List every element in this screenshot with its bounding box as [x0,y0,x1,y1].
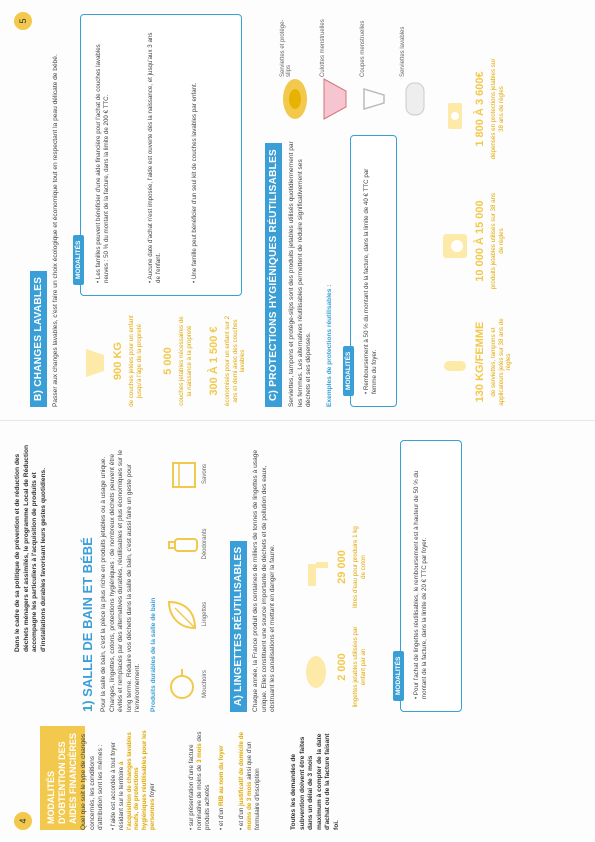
section-1-ideas-label: Produits durables de la salle de bain [150,597,157,712]
bottle-icon [165,528,204,562]
page-number-right: 5 [14,12,32,30]
aid-bullet-4-strong: justificatif de domicile de moins de 3 mois [238,732,253,830]
product-label-1: Serviettes et protège-slips [280,19,292,77]
wipes-modalities-text: • Pour l'achat de lingettes réutilisables, le remboursement est à hauteur de 50 % du montant de la facture, dans la limite de 20 € TTC par foyer. [413,470,428,699]
hygiene-modalities-text-content: Remboursement à 50 % du montant de la facture, dans la limite de 40 € TTC par femme du foyer. [363,168,378,394]
wipes-modalities-card [395,440,462,712]
left-page [0,420,595,842]
reusable-examples-label: Exemples de protections réutilisables : [326,284,333,407]
subsection-a-title: A) LINGETTES RÉUTILISABLES [230,541,247,712]
page-number-left: 4 [14,812,32,830]
aid-bullet-2: • sur présentation d'une facture nominative de moins de 3 mois des produits achetés [188,731,211,830]
aid-bullet-3-text: et d'un [218,807,225,827]
aid-bullet-3: • et d'un RIB au nom du foyer [218,745,225,830]
aid-bullet-1: • l'aide est accordée à tout foyer résidant sur le territoire à l'acquisition de changes lavables neufs, de protections hygiéniques réutilisables pour les personnes foyer [110,730,156,830]
box-icon [165,458,204,492]
money-icon [440,101,475,131]
diaper-icon [80,345,113,381]
diaper-modalities-bullet-3: • Une famille peut bénéficier d'un seul kit de couches lavables par enfant. [191,82,198,283]
underwear-icon [320,77,355,121]
wipes-modalities-tag: MODALITÉS [393,651,404,701]
diaper-modalities-bullet-3-text: Une famille peut bénéficier d'un seul kit de couches lavables par enfant. [191,82,198,280]
diaper-count-number: 5 000 [162,347,174,375]
diaper-weight-number: 900 KG [112,342,124,380]
subsection-a-text: Chaque année, la France produit des centaines de milliers de tonnes de lingettes à usage unique. Elles constituent une source importante de déchets et de pollution des eaux, obstruant les canalisations et mettant en danger la faune. [252,449,277,712]
cotton-icon [300,652,337,692]
subsection-c-title: C) PROTECTIONS HYGIÉNIQUES RÉUTILISABLES [265,143,282,407]
water-stat-number: 29 000 [336,550,348,584]
financial-aid-intro: Quel que soit le type de changes concernés, les conditions d'attribution sont les mêmes : [80,733,105,830]
pad-icon [280,77,315,121]
idea-label-1: Mouchoirs [202,670,208,698]
diaper-modalities-bullet-1: • Les familles peuvent bénéficier d'une aide financière pour l'achat de couches lavables neuves : 50 % du montant de la facture, dans la limite de 200 € TTC. [95,44,110,283]
waste-per-woman-number: 130 KG/FEMME [474,321,486,403]
product-label-3: Coupes menstruelles [360,20,366,77]
hygiene-modalities-text: • Remboursement à 50 % du montant de la facture, dans la limite de 40 € TTC par femme du foyer. [363,168,378,394]
aid-bullet-2-text: sur présentation d'une facture nominative de moins de [188,744,203,830]
diaper-count-text: couches jetables nécessaires de la naissance à la propreté [178,316,193,406]
cost-text: dépensés en protections jetables sur 38 ans de règles [490,58,505,160]
wipes-stat-number: 2 000 [336,653,348,681]
diaper-modalities-bullet-1-text: Les familles peuvent bénéficier d'une aide financière pour l'achat de couches lavables neuves : 50 % du montant de la facture, dans la limite de 200 € TTC. [95,44,110,283]
aid-bullet-3-strong: RIB au nom du foyer [218,745,225,806]
intro-heading: Dans le cadre de sa politique de prévention et de réduction des déchets ménagers et assimilés, le programme Local de Réduction accompagne les particuliers à l'acquisition de produits et d'installations durables favorisant leurs gestes quotidiens. [14,444,47,652]
financial-aid-title: MODALITÉS D'OBTENTION DES AIDES FINANCIÈRES [40,726,85,830]
subsection-c-text: Serviettes, tampons et protège-slips sont des produits jetables utilisés quotidiennement par les femmes. Les alternatives réutilisables permettent de réduire significativement ses déchets et ses dépenses. [288,141,313,407]
aid-deadline-note: Toutes les demandes de subvention doivent être faites dans un délai de 3 mois maximum à compter de la date d'achat ou de la facture faisant foi. [290,733,340,830]
diaper-savings-number: 300 À 1 500 € [208,326,220,396]
tampon-icon [440,351,475,381]
diaper-weight-text: de couches jetées pour un enfant jusqu'à l'âge de la propreté [128,315,143,407]
aid-bullet-4: • et d'un justificatif de domicile de moins de 3 mois ainsi que d'un formulaire d'inscription [238,732,261,830]
idea-label-2: Lingettes [202,601,208,627]
products-used-number: 10 000 À 15 000 [474,200,486,282]
diaper-modalities-tag: MODALITÉS [73,235,84,285]
water-stat-text: litres d'eau pour produire 1 kg de coton [352,526,367,608]
product-label-4: Serviettes lavables [400,26,406,77]
diaper-modalities-bullet-2-text: Aucune date d'achat n'est imposée, l'aide est ouverte dès la naissance, et jusqu'aux 3 ans de l'enfant. [147,32,162,283]
section-1-text: Pour la salle de bain, c'est la pièce la plus riche en produits jetables ou à usage unique. Changes, lingettes, cotons, protections hygiéniques : de nombreux déchets peuvent être évités et remplacés par des alternatives durables, réutilisables et plus économiques sur le long terme. Réduire vos déchets dans la salle de bain, c'est aussi faire un geste pour l'environnement. [100,449,142,712]
waste-per-woman-text: de serviettes, tampons et applicateurs jetés sur 38 ans de règles [490,318,513,406]
section-1-title: 1) SALLE DE BAIN ET BÉBÉ [80,537,95,712]
aid-bullet-2-tail: des produits achetés [195,731,211,830]
idea-label-4: Savons [202,464,208,485]
subsection-b-text: Passer aux changes lavables, c'est faire un choix écologique et économique tout en respectant la peau délicate de bébé. [52,54,59,407]
pan-icon [165,668,204,702]
diaper-savings-text: économisés pour un enfant sur 2 ans et demi avec des couches lavables [224,315,247,407]
idea-label-3: Déodorants [202,528,208,560]
hygiene-modalities-tag: MODALITÉS [343,346,354,396]
faucet-icon [300,552,337,592]
washing-machine-icon [440,231,475,261]
subsection-b-title: B) CHANGES LAVABLES [30,271,47,407]
product-label-2: Culottes menstruelles [320,19,326,77]
wipes-modalities-text-content: Pour l'achat de lingettes réutilisables, le remboursement est à hauteur de 50 % du montant de la facture, dans la limite de 20 € TTC par foyer. [413,470,428,699]
aid-bullet-1-tail: foyer [148,783,156,797]
diaper-modalities-bullet-2: • Aucune date d'achat n'est imposée, l'aide est ouverte dès la naissance, et jusqu'aux 3 ans de l'enfant. [147,32,162,283]
aid-bullet-2-strong: 3 mois [195,743,203,763]
cup-icon [360,77,395,121]
cloth-pad-icon [400,77,435,121]
aid-bullet-1-strong: à l'acquisition de changes lavables neufs, de protections hygiéniques réutilisables pour les personnes [117,730,156,830]
products-used-text: produits jetables utilisés sur 38 ans de règles [490,192,505,290]
diaper-modalities-card [75,14,242,296]
cost-number: 1 800 À 3 600€ [474,71,486,147]
wipes-stat-text: lingettes jetables utilisées par enfant par an [352,626,367,708]
aid-bullet-1-text: l'aide est accordée à tout foyer résidant sur le territoire [110,742,125,830]
hygiene-modalities-card [345,135,397,407]
aid-bullet-4-text: et d'un [238,807,245,827]
aid-bullet-4-tail: ainsi que d'un formulaire d'inscription [245,741,261,830]
leaf-icon [165,598,204,632]
